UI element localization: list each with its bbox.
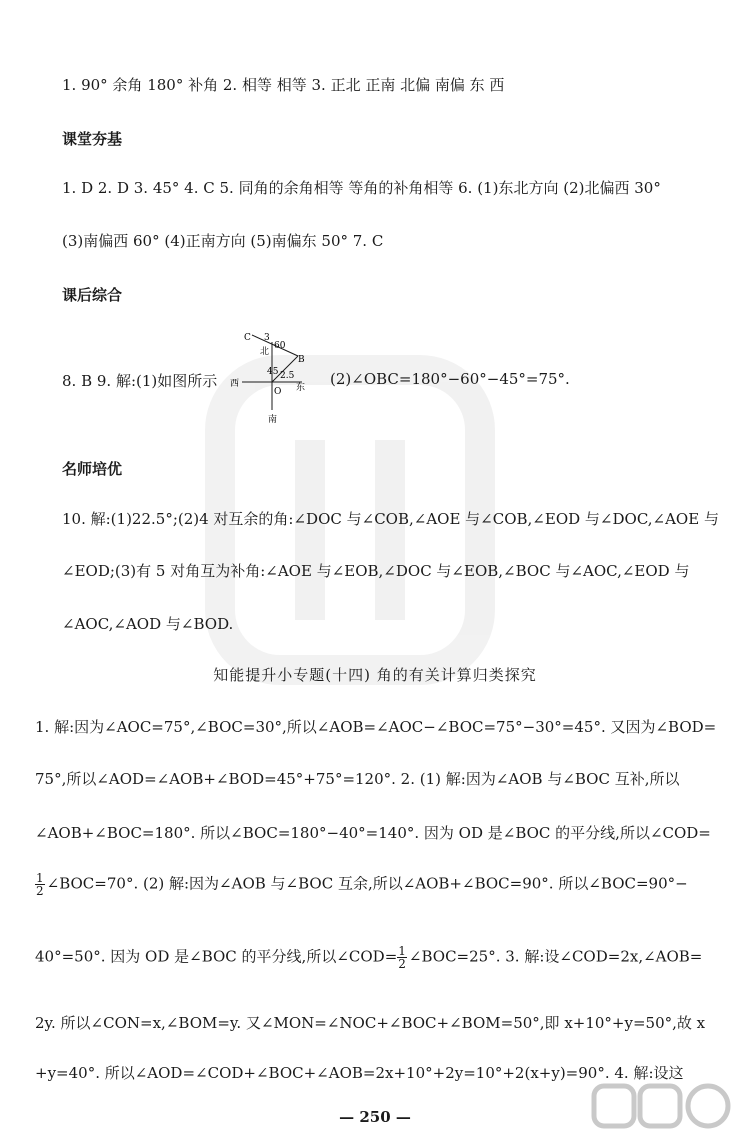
label-2-5: 2.5: [280, 371, 295, 381]
fraction-half-2: [397, 945, 407, 970]
answer-line-10: ∠AOB+∠BOC=180°. 所以∠BOC=180°−40°=140°. 因为 OD 是∠BOC 的平分线,所以∠COD=: [35, 824, 711, 842]
label-c: C: [244, 333, 251, 343]
answer-line-8-text: 1. 解:因为∠AOC=75°,∠BOC=30°,所以∠AOB=∠AOC−∠BOC=75°−30°=45°. 又因为∠BOD=: [35, 718, 717, 736]
label-o: O: [274, 387, 282, 397]
answer-line-12b: ∠BOC=25°. 3. 解:设∠COD=2x,∠AOB=: [408, 947, 703, 966]
answer-line-9: 75°,所以∠AOD=∠AOB+∠BOD=45°+75°=120°. 2. (1) 解:因为∠AOB 与∠BOC 互补,所以: [35, 770, 680, 788]
page-number: — 250 —: [339, 1108, 411, 1126]
fraction-denominator: 2: [398, 957, 406, 971]
fraction-numerator: 1: [398, 944, 406, 958]
section-heading-after-class: 课后综合: [62, 286, 123, 304]
answer-line-12: [35, 945, 720, 970]
label-60: 60: [274, 341, 286, 351]
answer-line-1: 1. 90° 余角 180° 补角 2. 相等 相等 3. 正北 正南 北偏 南偏 东 西: [62, 76, 505, 94]
label-3: 3: [264, 333, 270, 343]
label-south: 南: [268, 415, 278, 425]
label-b: B: [298, 355, 305, 365]
direction-diagram: [230, 330, 320, 425]
label-north: 北: [260, 347, 270, 357]
answer-line-5: 10. 解:(1)22.5°;(2)4 对互余的角:∠DOC 与∠COB,∠AOE 与∠COB,∠EOD 与∠DOC,∠AOE 与: [62, 510, 719, 528]
answer-line-4a: 8. B 9. 解:(1)如图所示: [62, 372, 218, 390]
label-45: 45: [267, 367, 279, 377]
fraction-denominator: 2: [36, 884, 44, 898]
answer-line-7: ∠AOC,∠AOD 与∠BOD.: [62, 615, 234, 633]
section-heading-classroom: 课堂夯基: [62, 130, 123, 148]
corner-logo-watermark: [590, 1080, 740, 1140]
answer-line-3: (3)南偏西 60° (4)正南方向 (5)南偏东 50° 7. C: [62, 232, 384, 250]
answer-line-4b: (2)∠OBC=180°−60°−45°=75°.: [330, 370, 570, 388]
answer-line-12a: 40°=50°. 因为 OD 是∠BOC 的平分线,所以∠COD=: [35, 947, 398, 966]
fraction-half: [35, 872, 45, 897]
section-title: 知能提升小专题(十四) 角的有关计算归类探究: [213, 666, 537, 684]
answer-line-11-text: ∠BOC=70°. (2) 解:因为∠AOB 与∠BOC 互余,所以∠AOB+∠BOC=90°. 所以∠BOC=90°−: [46, 874, 688, 893]
answer-line-6: ∠EOD;(3)有 5 对角互为补角:∠AOE 与∠EOB,∠DOC 与∠EOB,∠BOC 与∠AOC,∠EOD 与: [62, 562, 690, 580]
answer-line-2: 1. D 2. D 3. 45° 4. C 5. 同角的余角相等 等角的补角相等 6. (1)东北方向 (2)北偏西 30°: [62, 179, 661, 197]
fraction-numerator: 1: [36, 871, 44, 885]
answer-line-11: [35, 872, 720, 897]
label-west: 西: [230, 379, 240, 389]
answer-line-14: +y=40°. 所以∠AOD=∠COD+∠BOC+∠AOB=2x+10°+2y=10°+2(x+y)=90°. 4. 解:设这: [35, 1064, 684, 1082]
answer-line-13: 2y. 所以∠CON=x,∠BOM=y. 又∠MON=∠NOC+∠BOC+∠BOM=50°,即 x+10°+y=50°,故 x: [35, 1014, 706, 1032]
label-east: 东: [296, 383, 306, 393]
section-heading-master: 名师培优: [62, 460, 123, 478]
